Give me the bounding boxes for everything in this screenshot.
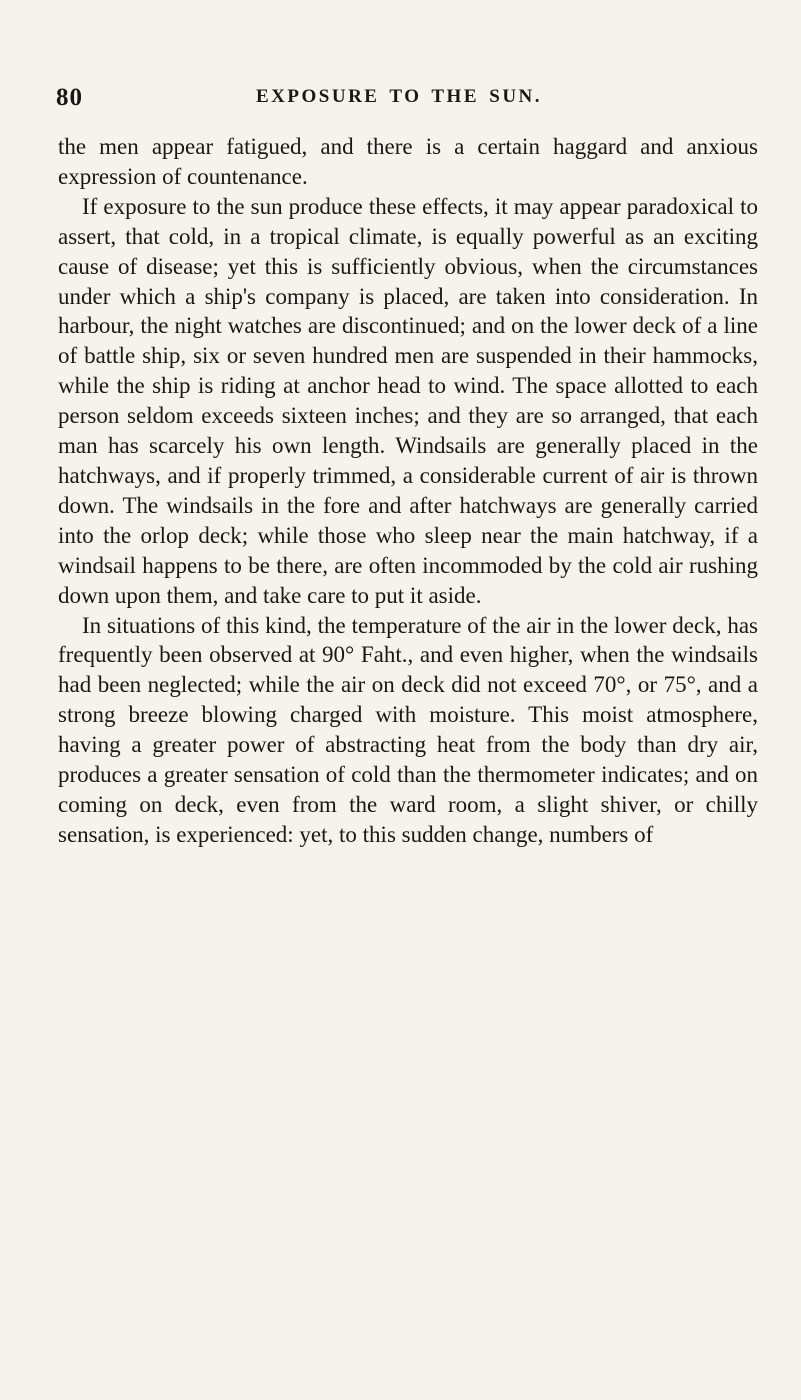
paragraph-cold-exposure: If exposure to the sun produce these effects, it may appear paradoxical to assert, that cold, in a tropical climate, is equally powerful as an exciting cause of disease; yet this is sufficiently obvious, when the circumstances under which a ship's company is placed, are taken into consideration. In harbour, the night watches are discontinued; and on the lower deck of a line of battle ship, six or seven hundred men are suspended in their hammocks, while the ship is riding at anchor head to wind. The space allotted to each person seldom exceeds sixteen inches; and they are so arranged, that each man has scarcely his own length. Windsails are generally placed in the hatchways, and if properly trimmed, a considerable current of air is thrown down. The windsails in the fore and after hatchways are generally carried into the orlop deck; while those who sleep near the main hatchway, if a windsail happens to be there, are often incommoded by the cold air rushing down upon them, and take care to put it aside. — [58, 193, 758, 608]
body-text — [58, 132, 758, 850]
page-number: 80 — [56, 84, 83, 111]
running-head — [56, 84, 756, 114]
paragraph-temperature: In situations of this kind, the temperature of the air in the lower deck, has frequently been observed at 90° Faht., and even higher, when the windsails had been neglected; while the air on deck did not exceed 70°, or 75°, and a strong breeze blowing charged with moisture. This moist atmosphere, having a greater power of abstracting heat from the body than dry air, produces a greater sensation of cold than the thermometer indicates; and on coming on deck, even from the ward room, a slight shiver, or chilly sensation, is experienced: yet, to this sudden change, numbers of — [58, 612, 758, 847]
paragraph-continuation: the men appear fatigued, and there is a certain haggard and anxious expression of countenance. — [58, 134, 758, 189]
running-title: EXPOSURE TO THE SUN. — [256, 86, 543, 107]
